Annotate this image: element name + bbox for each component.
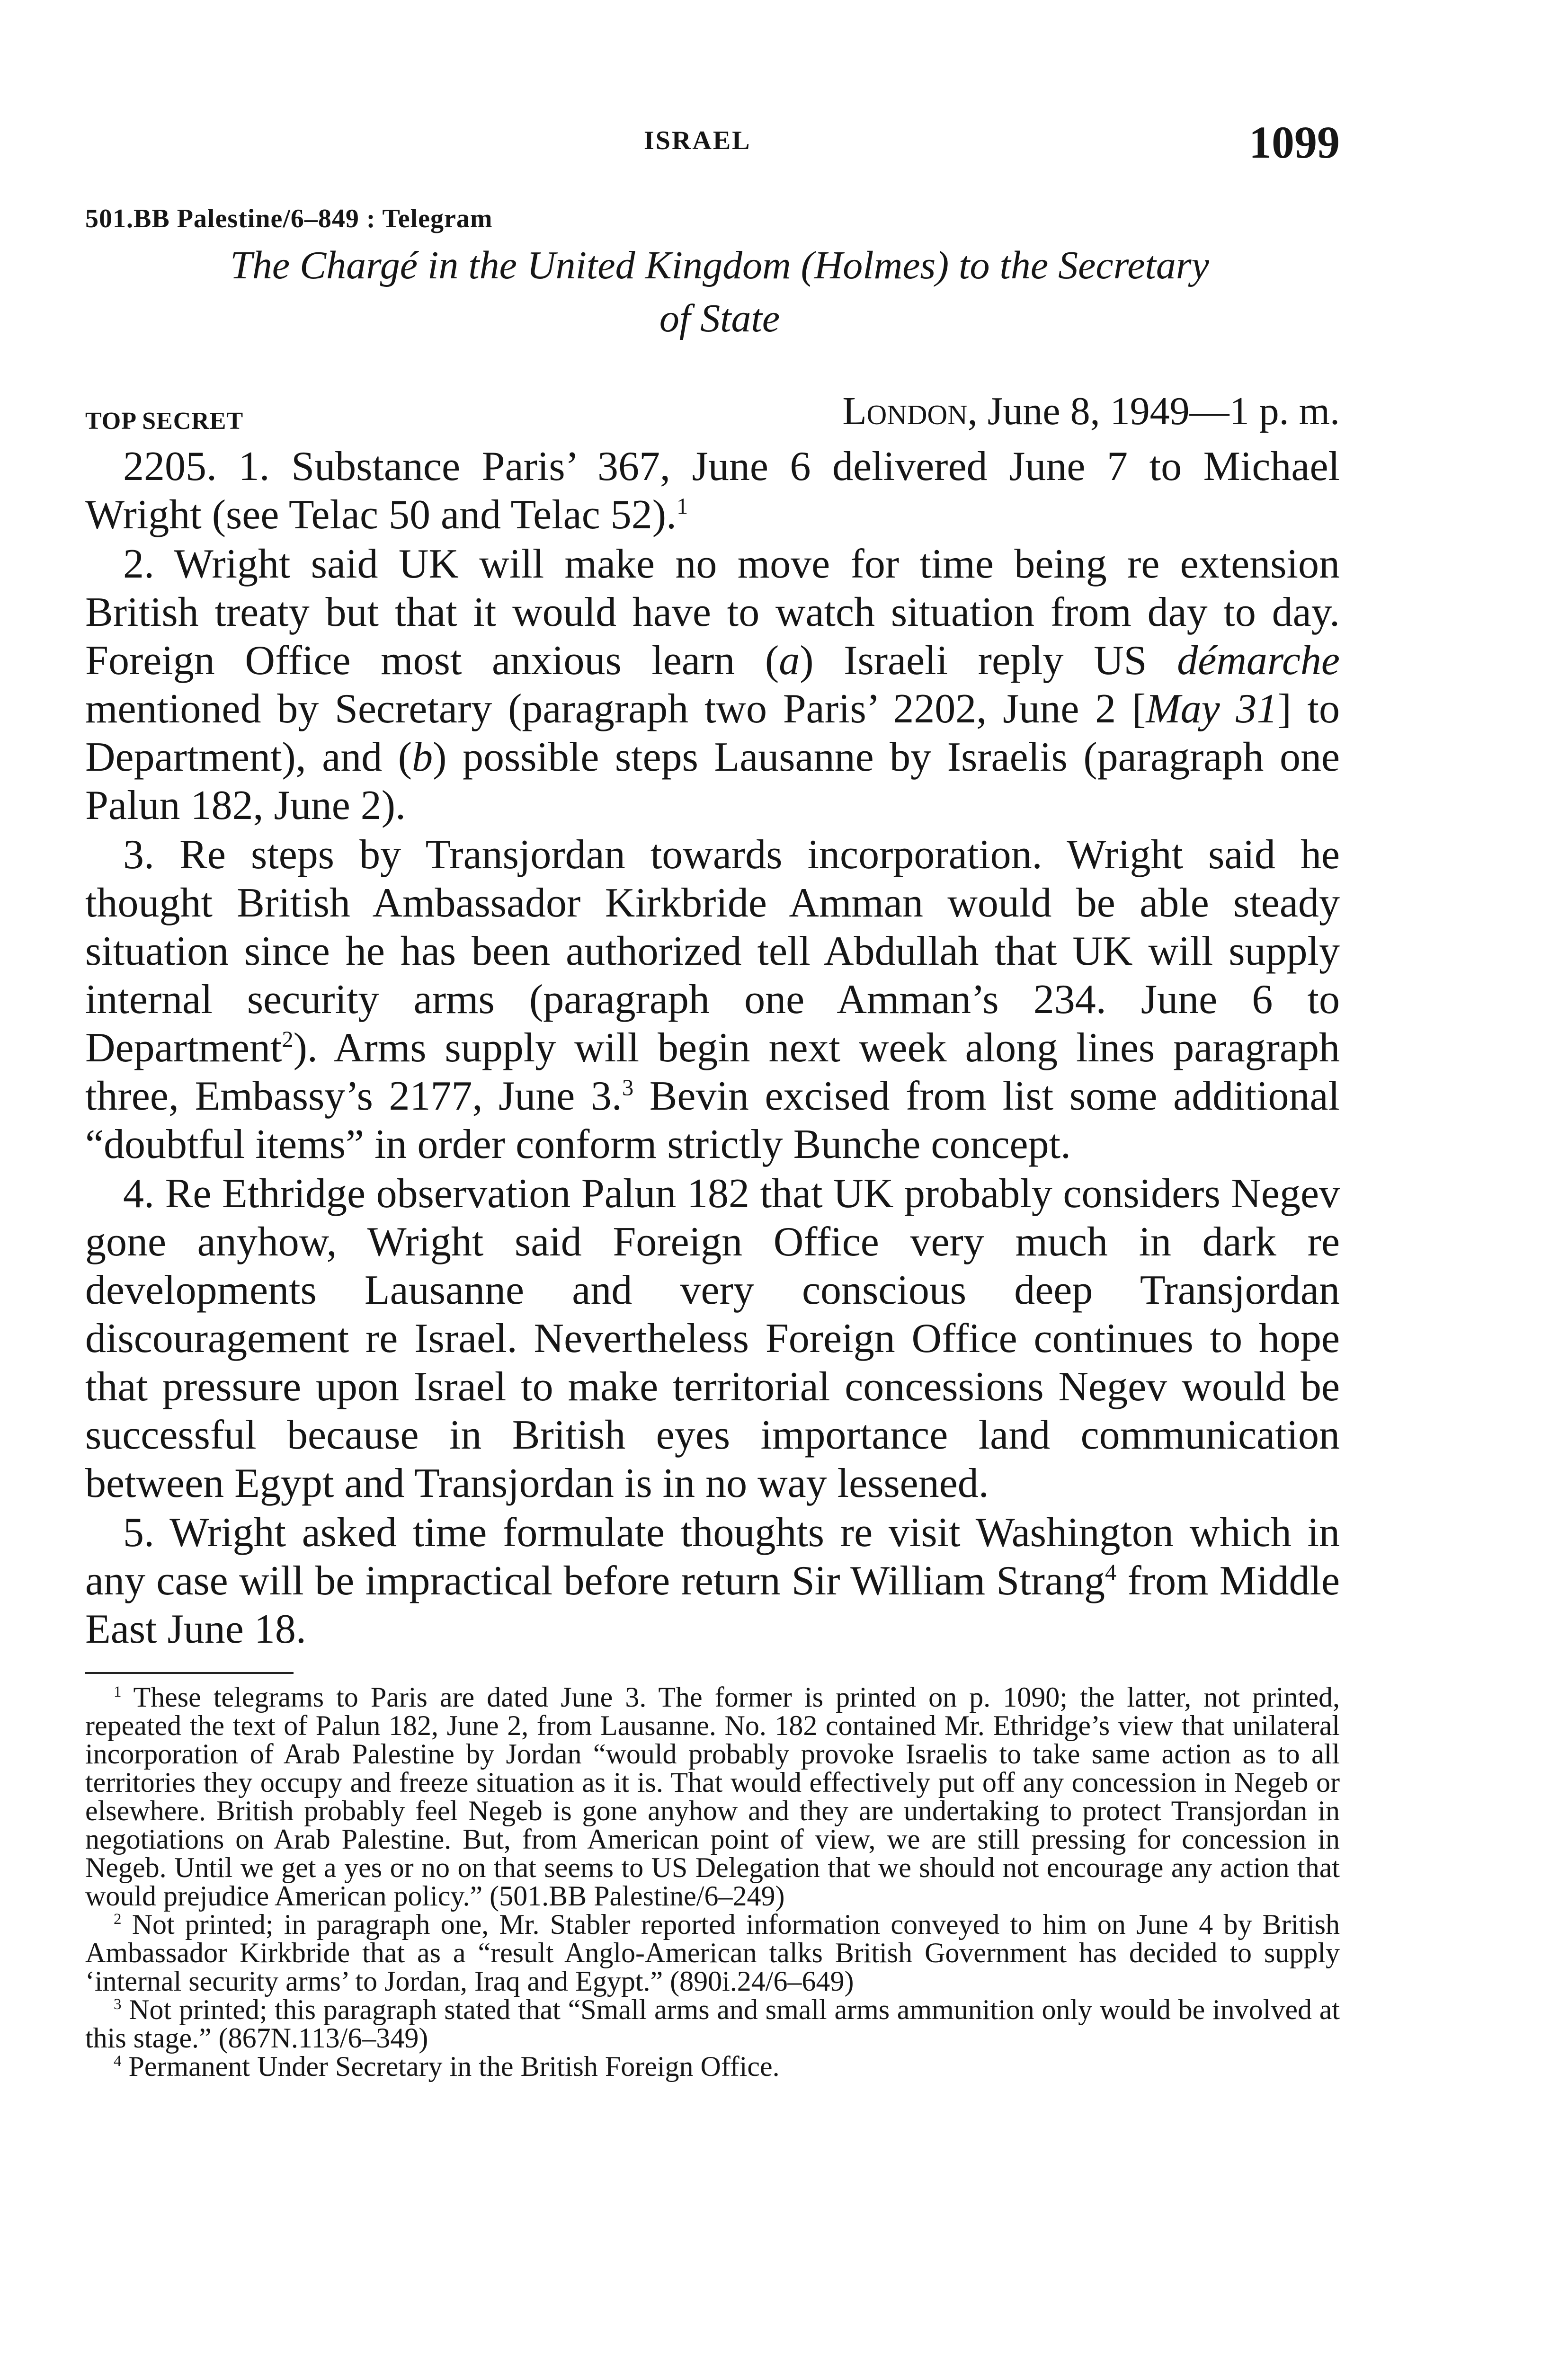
running-head	[85, 116, 1340, 173]
paragraph-text: ] to Department), and (	[85, 686, 1340, 780]
dateline	[85, 388, 1340, 440]
body-paragraph	[85, 831, 1340, 1169]
body-paragraph	[85, 443, 1340, 539]
footnote-reference: 4	[1105, 1560, 1117, 1585]
document-heading	[114, 239, 1326, 345]
document-source: 501.BB Palestine/6–849 : Telegram	[85, 204, 493, 233]
footnotes	[85, 1683, 1340, 2081]
paragraph-text: ). Arms supply will begin next week along lines paragraph three, Embassy’s 2177, June 3.	[85, 1025, 1340, 1119]
telegram-body	[85, 443, 1340, 1655]
classification-marking: TOP SECRET	[85, 408, 244, 435]
footnote-text: Permanent Under Secretary in the British Foreign Office.	[121, 2051, 780, 2082]
footnote-marker: 4	[114, 2053, 122, 2070]
paragraph-text: 2. Wright said UK will make no move for time being re extension British treaty but that it would have to watch situation from day to day. Foreign Office most anxious learn (	[85, 541, 1340, 684]
document-heading-line-2: of State	[659, 296, 780, 340]
footnote-text: Not printed; in paragraph one, Mr. Stabler reported information conveyed to him on June 4 by British Ambassador Kirkbride that as a “result Anglo-American talks British Government has decided to supply ‘internal security arms’ to Jordan, Iraq and Egypt.” (890i.24/6–649)	[85, 1909, 1340, 1997]
paragraph-text: 3. Re steps by Transjordan towards incorporation. Wright said he thought British Ambassador Kirkbride Amman would be able steady situation since he has been authorized tell Abdullah that UK will supply internal security arms (paragraph one Amman’s 234. June 6 to Department	[85, 832, 1340, 1071]
body-paragraph	[85, 1170, 1340, 1508]
footnote	[85, 1995, 1340, 2052]
footnote	[85, 1683, 1340, 1910]
date: , June 8, 1949—1 p. m.	[967, 389, 1340, 433]
footnote-marker: 1	[114, 1683, 122, 1700]
footnote-marker: 3	[114, 1996, 122, 2013]
place: London	[842, 389, 968, 433]
italic-text: May 31	[1146, 686, 1278, 732]
footnote-marker: 2	[114, 1911, 122, 1928]
paragraph-text: from Middle East June 18.	[85, 1558, 1340, 1652]
footnote-reference: 2	[282, 1027, 294, 1052]
footnote	[85, 2052, 1340, 2081]
footnote-reference: 1	[677, 494, 688, 519]
body-paragraph	[85, 540, 1340, 830]
running-head-title: ISRAEL	[644, 126, 751, 155]
footnote-text: Not printed; this paragraph stated that “Small arms and small arms ammunition only would be involved at this stage.” (867N.113/6–349)	[85, 1994, 1340, 2054]
paragraph-text: 5. Wright asked time formulate thoughts re visit Washington which in any case will be impractical before return Sir William Strang	[85, 1510, 1340, 1604]
paragraph-text: 2205. 1. Substance Paris’ 367, June 6 delivered June 7 to Michael Wright (see Telac 50 and Telac 52).	[85, 444, 1340, 538]
italic-text: a	[779, 638, 800, 684]
paragraph-text: 4. Re Ethridge observation Palun 182 that UK probably considers Negev gone anyhow, Wright said Foreign Office very much in dark re developments Lausanne and very conscious deep Transjordan discouragement re Israel. Nevertheless Foreign Office continues to hope that pressure upon Israel to make territorial concessions Negev would be successful because in British eyes importance land communication between Egypt and Transjordan is in no way lessened.	[85, 1171, 1340, 1506]
italic-text: démarche	[1177, 638, 1340, 684]
body-paragraph	[85, 1509, 1340, 1654]
italic-text: b	[412, 734, 433, 780]
footnote-text: These telegrams to Paris are dated June 3. The former is printed on p. 1090; the latter, not printed, repeated the text of Palun 182, June 2, from Lausanne. No. 182 contained Mr. Ethridge’s view that unilateral incorporation of Arab Palestine by Jordan “would probably provoke Israelis to take same action as to all territories they occupy and freeze situation as it is. That would effectively put off any concession in Negeb or elsewhere. British probably feel Negeb is gone anyhow and they are undertaking to protect Transjordan in negotiations on Arab Palestine. But, from American point of view, we are still pressing for concession in Negeb. Until we get a yes or no on that seems to US Delegation that we should not encourage any action that would prejudice American policy.” (501.BB Palestine/6–249)	[85, 1682, 1340, 1912]
document-page	[85, 0, 1340, 2367]
footnote	[85, 1910, 1340, 1995]
document-heading-line-1: The Chargé in the United Kingdom (Holmes) to the Secretary	[230, 243, 1209, 287]
footnote-rule	[85, 1672, 294, 1674]
footnote-reference: 3	[622, 1075, 634, 1101]
paragraph-text: mentioned by Secretary (paragraph two Paris’ 2202, June 2 [	[85, 686, 1146, 732]
paragraph-text: Bevin excised from list some additional “doubtful items” in order conform strictly Bunche concept.	[85, 1073, 1340, 1167]
page-number: 1099	[1249, 117, 1340, 168]
place-and-date	[842, 388, 1340, 434]
paragraph-text: ) Israeli reply US	[800, 638, 1177, 684]
paragraph-text: ) possible steps Lausanne by Israelis (paragraph one Palun 182, June 2).	[85, 734, 1340, 828]
